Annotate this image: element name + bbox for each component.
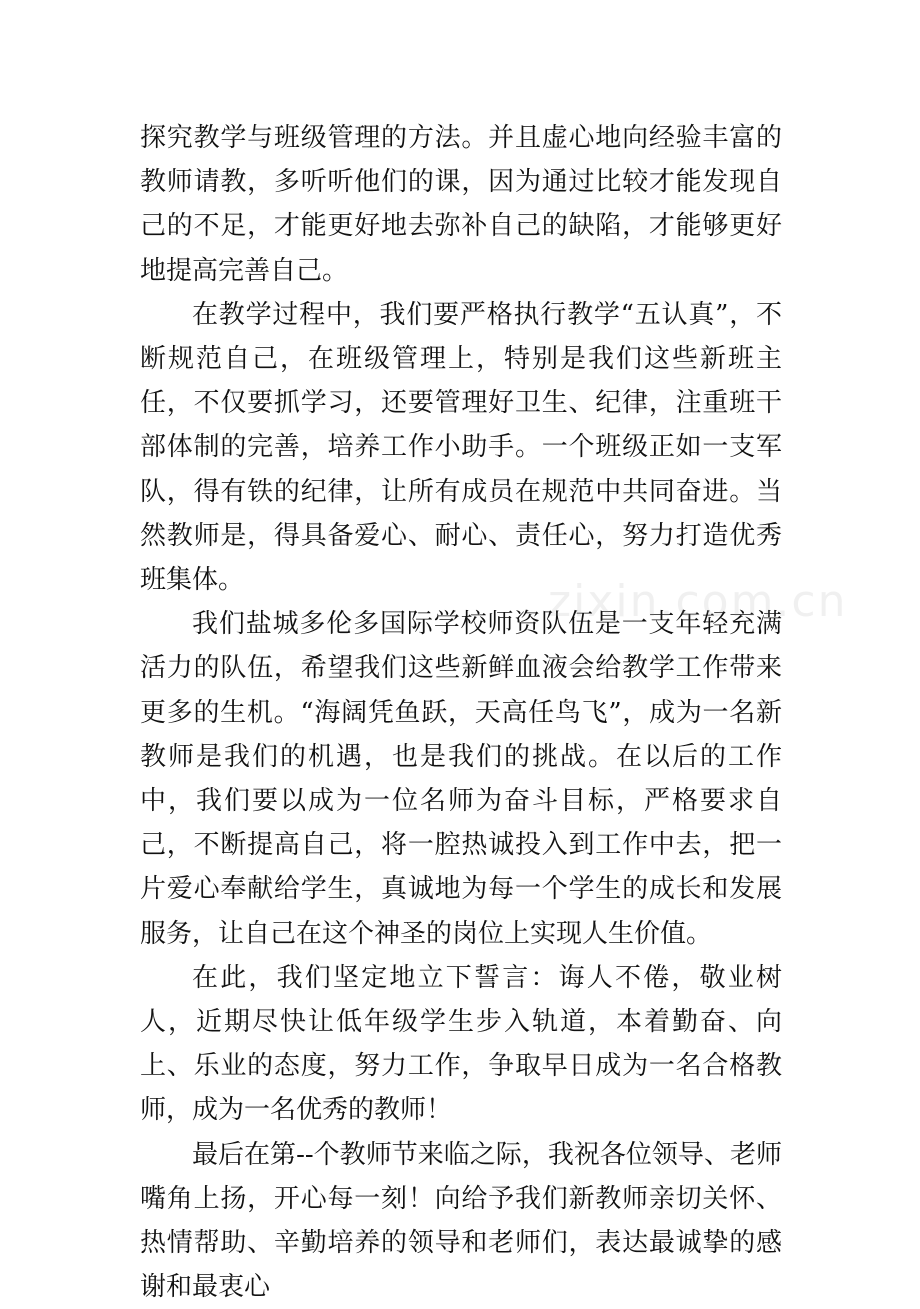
paragraph-2: 在教学过程中，我们要严格执行教学“五认真”，不断规范自己，在班级管理上，特别是我们这些新班主任，不仅要抓学习，还要管理好卫生、纪律，注重班干部体制的完善，培养工作小助手。一个班级正如一支军队，得有铁的纪律，让所有成员在规范中共同奋进。当然教师是，得具备爱心、耐心、责任心，努力打造优秀班集体。 (140, 299, 782, 596)
paragraph-5: 最后在第--个教师节来临之际，我祝各位领导、老师嘴角上扬，开心每一刻！向给予我们新教师亲切关怀、热情帮助、辛勤培养的领导和老师们，表达最诚挚的感谢和最衷心 (140, 1139, 782, 1303)
paragraph-1: 探究教学与班级管理的方法。并且虚心地向经验丰富的教师请教，多听听他们的课，因为通过比较才能发现自己的不足，才能更好地去弥补自己的缺陷，才能够更好地提高完善自己。 (140, 123, 782, 286)
document-body (140, 116, 782, 1309)
watermark: zixin.com.cn (548, 576, 848, 627)
paragraph-4: 在此，我们坚定地立下誓言：诲人不倦，敬业树人，近期尽快让低年级学生步入轨道，本着勤奋、向上、乐业的态度，努力工作，争取早日成为一名合格教师，成为一名优秀的教师！ (140, 962, 782, 1126)
paragraph-3: 我们盐城多伦多国际学校师资队伍是一支年轻充满活力的队伍，希望我们这些新鲜血液会给教学工作带来更多的生机。“海阔凭鱼跃，天高任鸟飞”，成为一名新教师是我们的机遇，也是我们的挑战。在以后的工作中，我们要以成为一位名师为奋斗目标，严格要求自己，不断提高自己，将一腔热诚投入到工作中去，把一片爱心奉献给学生，真诚地为每一个学生的成长和发展服务，让自己在这个神圣的岗位上实现人生价值。 (140, 609, 782, 949)
